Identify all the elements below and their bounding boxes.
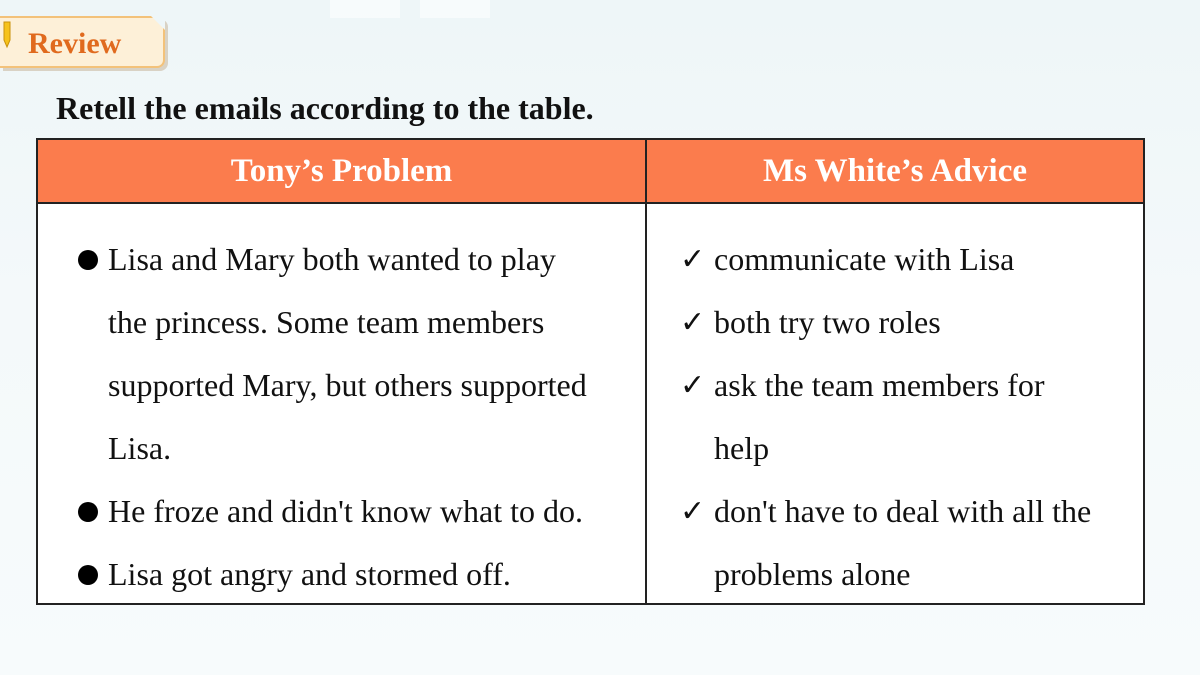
- advice-line: communicate with Lisa: [714, 241, 1015, 277]
- table-header: [38, 140, 1143, 204]
- background-decoration: [330, 0, 400, 18]
- column-divider: [645, 140, 647, 603]
- checkmark-icon: ✓: [680, 242, 706, 277]
- bullet-icon: [78, 502, 98, 522]
- advice-line: ask the team members for: [714, 367, 1045, 403]
- advice-line: don't have to deal with all the: [714, 493, 1092, 529]
- pencil-icon: [0, 20, 18, 50]
- advice-line: help: [714, 430, 770, 466]
- advice-item: [680, 291, 1140, 354]
- problem-item: [74, 543, 644, 606]
- advice-line: problems alone: [714, 556, 911, 592]
- review-label: Review: [28, 27, 122, 60]
- problem-line: He froze and didn't know what to do.: [108, 493, 583, 529]
- advice-cell: [680, 228, 1140, 606]
- problem-line: Lisa got angry and stormed off.: [108, 556, 511, 592]
- problem-line: Lisa and Mary both wanted to play: [108, 241, 556, 277]
- checkmark-icon: ✓: [680, 494, 706, 529]
- advice-line: both try two roles: [714, 304, 941, 340]
- header-ms-white-advice: Ms White’s Advice: [763, 153, 1027, 189]
- checkmark-icon: ✓: [680, 368, 706, 403]
- bullet-icon: [78, 250, 98, 270]
- advice-item: [680, 228, 1140, 291]
- advice-item: [680, 480, 1140, 606]
- tab-corner: [151, 16, 165, 30]
- problem-line: Lisa.: [108, 430, 172, 466]
- problem-item: [74, 480, 644, 543]
- problems-cell: [74, 228, 644, 606]
- bullet-icon: [78, 565, 98, 585]
- checkmark-icon: ✓: [680, 305, 706, 340]
- instruction-text: Retell the emails according to the table.: [56, 90, 594, 126]
- header-tony-problem: Tony’s Problem: [230, 153, 453, 189]
- background-decoration: [420, 0, 490, 18]
- problem-line: the princess. Some team members: [108, 304, 545, 340]
- problem-item: [74, 228, 644, 480]
- review-tab: [0, 16, 165, 68]
- retell-table: [36, 138, 1145, 605]
- problem-line: supported Mary, but others supported: [108, 367, 587, 403]
- advice-item: [680, 354, 1140, 480]
